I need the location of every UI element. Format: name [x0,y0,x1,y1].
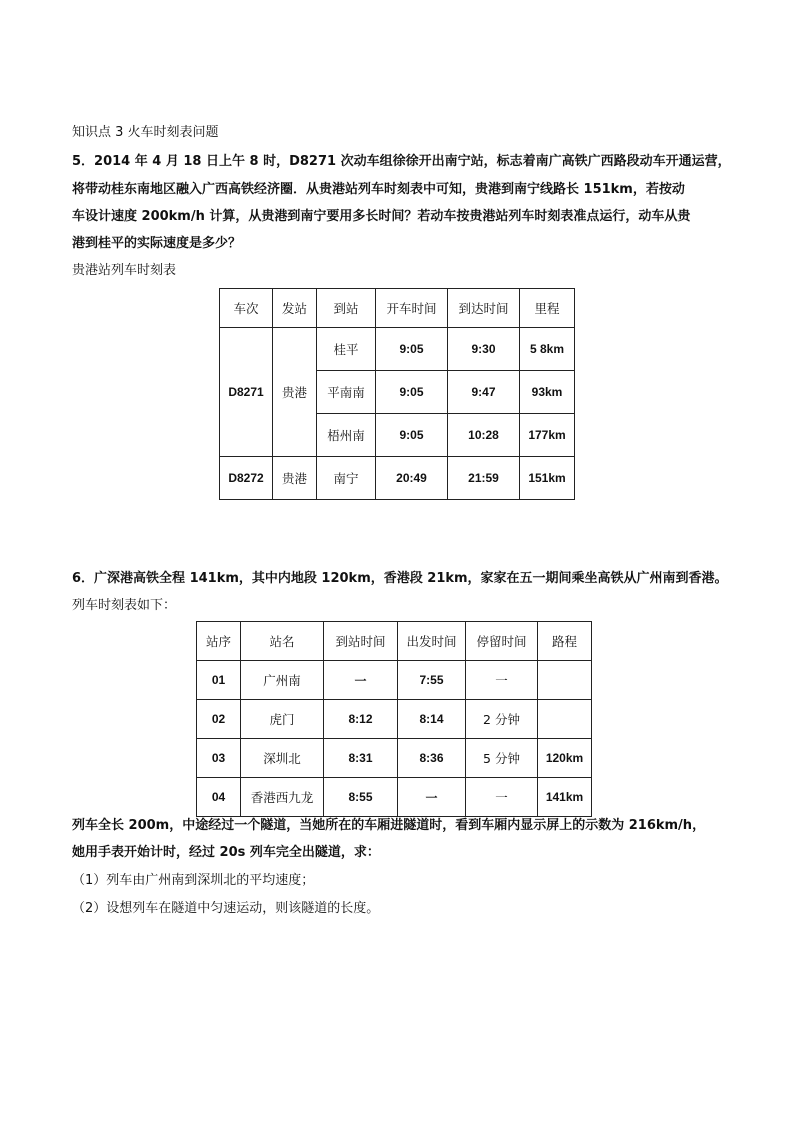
departure-time-cell: 20:49 [376,457,448,500]
arrival-station-cell: 南宁 [317,457,376,500]
table-header-row [220,289,575,328]
distance-cell [538,661,592,700]
q5-line-2: 将带动桂东南地区融入广西高铁经济圈．从贵港站列车时刻表中可知，贵港到南宁线路长 151km，若按动 [72,182,685,197]
departure-station-cell: 贵港 [273,328,317,457]
station-order-cell: 01 [197,661,241,700]
train-number-cell: D8272 [220,457,273,500]
station-order-cell: 03 [197,739,241,778]
distance-cell: 151km [520,457,575,500]
high-speed-timetable [196,621,592,817]
station-name-cell: 深圳北 [241,739,324,778]
q5-line-4: 港到桂平的实际速度是多少？ [72,236,242,251]
distance-cell [538,700,592,739]
table-row [220,328,575,371]
train-number-cell: D8271 [220,328,273,457]
station-name-cell: 香港西九龙 [241,778,324,817]
distance-cell: 141km [538,778,592,817]
table-row [220,457,575,500]
departure-time-cell: 8:14 [398,700,466,739]
header-cell: 到站 [317,289,376,328]
section-title: 知识点 3 火车时刻表问题 [72,125,219,140]
arrival-time-cell: 21:59 [448,457,520,500]
distance-cell: 93km [520,371,575,414]
distance-cell: 5 8km [520,328,575,371]
stop-duration-cell: 一 [466,778,538,817]
q6-sub-question-2: （2）设想列车在隧道中匀速运动，则该隧道的长度。 [72,901,380,916]
q6-after-line-2: 她用手表开始计时，经过 20s 列车完全出隧道，求： [72,845,380,860]
departure-time-cell: 7:55 [398,661,466,700]
q6-sub-question-1: （1）列车由广州南到深圳北的平均速度； [72,873,315,888]
departure-time-cell: 9:05 [376,414,448,457]
arrival-time-cell: 9:30 [448,328,520,371]
distance-cell: 177km [520,414,575,457]
header-cell: 停留时间 [466,622,538,661]
q5-table-caption: 贵港站列车时刻表 [72,263,177,278]
arrival-time-cell: 10:28 [448,414,520,457]
departure-station-cell: 贵港 [273,457,317,500]
table-row [197,700,592,739]
header-cell: 站名 [241,622,324,661]
table-row [197,778,592,817]
station-order-cell: 04 [197,778,241,817]
station-name-cell: 虎门 [241,700,324,739]
header-cell: 站序 [197,622,241,661]
table-row [197,739,592,778]
arrival-time-cell: 8:55 [324,778,398,817]
header-cell: 到站时间 [324,622,398,661]
q5-line-1: 5．2014 年 4 月 18 日上午 8 时，D8271 次动车组徐徐开出南宁站，标志着南广高铁广西路段动车开通运营， [72,154,731,169]
header-cell: 里程 [520,289,575,328]
q6-line-1: 6．广深港高铁全程 141km，其中内地段 120km，香港段 21km，家家在五一期间乘坐高铁从广州南到香港。 [72,571,728,586]
arrival-time-cell: 9:47 [448,371,520,414]
header-cell: 到达时间 [448,289,520,328]
arrival-station-cell: 桂平 [317,328,376,371]
departure-time-cell: 一 [398,778,466,817]
departure-time-cell: 8:36 [398,739,466,778]
stop-duration-cell: 5 分钟 [466,739,538,778]
arrival-time-cell: 8:31 [324,739,398,778]
guigang-timetable [219,288,575,500]
header-cell: 路程 [538,622,592,661]
distance-cell: 120km [538,739,592,778]
q6-after-line-1: 列车全长 200m，中途经过一个隧道，当她所在的车厢进隧道时，看到车厢内显示屏上的示数为 216km/h， [72,818,706,833]
header-cell: 出发时间 [398,622,466,661]
q6-line-2: 列车时刻表如下： [72,598,177,613]
stop-duration-cell: 2 分钟 [466,700,538,739]
table-header-row [197,622,592,661]
station-order-cell: 02 [197,700,241,739]
header-cell: 车次 [220,289,273,328]
station-name-cell: 广州南 [241,661,324,700]
table-row [197,661,592,700]
arrival-station-cell: 平南南 [317,371,376,414]
q5-line-3: 车设计速度 200km/h 计算，从贵港到南宁要用多长时间？若动车按贵港站列车时刻表准点运行，动车从贵 [72,209,691,224]
stop-duration-cell: 一 [466,661,538,700]
departure-time-cell: 9:05 [376,371,448,414]
arrival-time-cell: 一 [324,661,398,700]
header-cell: 开车时间 [376,289,448,328]
header-cell: 发站 [273,289,317,328]
departure-time-cell: 9:05 [376,328,448,371]
arrival-station-cell: 梧州南 [317,414,376,457]
arrival-time-cell: 8:12 [324,700,398,739]
